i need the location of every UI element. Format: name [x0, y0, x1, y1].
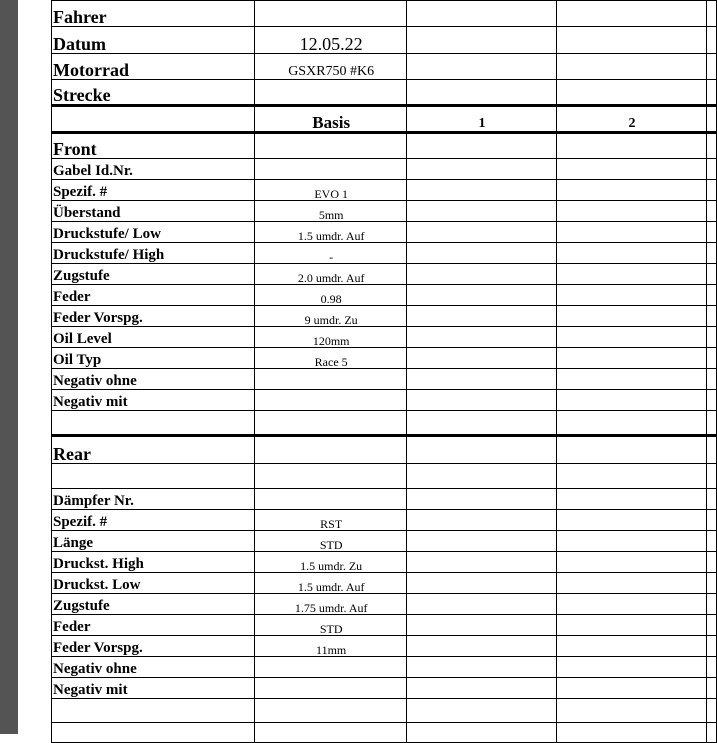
row-label: Druckstufe/ High: [52, 243, 255, 264]
datum-col3-cell[interactable]: [707, 27, 717, 54]
col3-cell[interactable]: [707, 327, 717, 348]
empty-cell[interactable]: [406, 699, 556, 723]
row-label: Oil Typ: [52, 348, 255, 369]
section-row-front: [52, 133, 717, 159]
rear-basis-cell[interactable]: [255, 436, 407, 464]
fahrer-col1-cell[interactable]: [406, 1, 556, 27]
motorrad-col3-cell[interactable]: [707, 54, 717, 80]
col1-cell[interactable]: [406, 306, 556, 327]
section-title-rear: Rear: [52, 436, 255, 464]
datum-basis-cell[interactable]: 12.05.22: [255, 27, 407, 54]
table-row: [52, 243, 717, 264]
col1-cell[interactable]: [406, 552, 556, 573]
col3-cell[interactable]: [707, 285, 717, 306]
col2-cell[interactable]: [556, 243, 706, 264]
table-row: [52, 657, 717, 678]
col3-cell[interactable]: [707, 636, 717, 657]
basis-value-cell[interactable]: 5mm: [255, 201, 407, 222]
col3-cell[interactable]: [707, 573, 717, 594]
col2-cell[interactable]: [556, 678, 706, 699]
col1-cell[interactable]: [406, 657, 556, 678]
col1-cell[interactable]: [406, 390, 556, 411]
col2-cell[interactable]: [556, 615, 706, 636]
basis-value-cell[interactable]: [255, 390, 407, 411]
col1-cell[interactable]: [406, 327, 556, 348]
setup-sheet-table: [51, 0, 717, 743]
table-row: [52, 510, 717, 531]
row-label-motorrad: Motorrad: [52, 54, 255, 80]
front-basis-cell[interactable]: [255, 133, 407, 159]
col3-cell[interactable]: [707, 552, 717, 573]
section-title-front: Front: [52, 133, 255, 159]
basis-value-cell[interactable]: [255, 657, 407, 678]
col2-cell[interactable]: [556, 510, 706, 531]
basis-value-cell[interactable]: [255, 678, 407, 699]
col1-cell[interactable]: [406, 636, 556, 657]
row-label: Zugstufe: [52, 594, 255, 615]
col2-cell[interactable]: [556, 327, 706, 348]
row-label: Negativ ohne: [52, 657, 255, 678]
col2-cell[interactable]: [556, 657, 706, 678]
col2-cell[interactable]: [556, 594, 706, 615]
col2-cell[interactable]: [556, 222, 706, 243]
col3-cell[interactable]: [707, 222, 717, 243]
row-label: Druckst. High: [52, 552, 255, 573]
row-label: Gabel Id.Nr.: [52, 159, 255, 180]
row-label: Druckst. Low: [52, 573, 255, 594]
table-row-empty: [52, 699, 717, 723]
table-row: [52, 264, 717, 285]
empty-cell[interactable]: [255, 699, 407, 723]
datum-col2-cell[interactable]: [556, 27, 706, 54]
col1-cell[interactable]: [406, 222, 556, 243]
col1-cell[interactable]: [406, 285, 556, 306]
basis-value-cell[interactable]: 0.98: [255, 285, 407, 306]
basis-value-cell[interactable]: -: [255, 243, 407, 264]
col1-cell[interactable]: [406, 489, 556, 510]
col2-cell[interactable]: [556, 285, 706, 306]
col2-cell[interactable]: [556, 159, 706, 180]
col2-cell[interactable]: [556, 348, 706, 369]
col3-cell[interactable]: [707, 594, 717, 615]
row-label: Spezif. #: [52, 180, 255, 201]
row-label: Feder Vorspg.: [52, 306, 255, 327]
row-label: Negativ mit: [52, 678, 255, 699]
fahrer-col3-cell[interactable]: [707, 1, 717, 27]
col3-cell[interactable]: [707, 159, 717, 180]
table-row: [52, 489, 717, 510]
col2-cell[interactable]: [556, 552, 706, 573]
col2-cell[interactable]: [556, 369, 706, 390]
viewer-left-margin: [0, 0, 18, 734]
col2-cell[interactable]: [556, 573, 706, 594]
col3-cell[interactable]: [707, 615, 717, 636]
empty-cell[interactable]: [556, 464, 706, 489]
row-label: Negativ ohne: [52, 369, 255, 390]
table-row: [52, 80, 717, 106]
row-label-fahrer: Fahrer: [52, 1, 255, 27]
empty-cell[interactable]: [255, 723, 407, 743]
col3-cell[interactable]: [707, 657, 717, 678]
table-row: [52, 1, 717, 27]
col1-cell[interactable]: [406, 264, 556, 285]
empty-cell[interactable]: [406, 723, 556, 743]
row-label: Druckstufe/ Low: [52, 222, 255, 243]
col2-cell[interactable]: [556, 201, 706, 222]
col3-cell[interactable]: [707, 264, 717, 285]
row-label-datum: Datum: [52, 27, 255, 54]
col3-cell[interactable]: [707, 306, 717, 327]
col3-cell[interactable]: [707, 369, 717, 390]
basis-value-cell[interactable]: 2.0 umdr. Auf: [255, 264, 407, 285]
col2-cell[interactable]: [556, 264, 706, 285]
row-label: Feder Vorspg.: [52, 636, 255, 657]
col1-cell[interactable]: [406, 180, 556, 201]
column-header-basis: Basis: [255, 106, 407, 133]
basis-value-cell[interactable]: 9 umdr. Zu: [255, 306, 407, 327]
empty-cell[interactable]: [255, 411, 407, 436]
motorrad-basis-cell[interactable]: GSXR750 #K6: [255, 54, 407, 80]
col2-cell[interactable]: [556, 306, 706, 327]
table-row: [52, 285, 717, 306]
table-row: [52, 573, 717, 594]
basis-value-cell[interactable]: STD: [255, 531, 407, 552]
column-header-3: [707, 106, 717, 133]
empty-cell[interactable]: [707, 723, 717, 743]
header-blank-cell[interactable]: [52, 106, 255, 133]
basis-value-cell[interactable]: RST: [255, 510, 407, 531]
spreadsheet-page: [18, 0, 717, 734]
table-row: [52, 615, 717, 636]
empty-cell[interactable]: [406, 411, 556, 436]
table-row: [52, 159, 717, 180]
col3-cell[interactable]: [707, 180, 717, 201]
table-row: [52, 369, 717, 390]
empty-cell[interactable]: [52, 723, 255, 743]
table-row-empty: [52, 411, 717, 436]
section-row-rear: [52, 436, 717, 464]
front-col2-cell[interactable]: [556, 133, 706, 159]
col1-cell[interactable]: [406, 201, 556, 222]
row-label: Oil Level: [52, 327, 255, 348]
strecke-col3-cell[interactable]: [707, 80, 717, 106]
fahrer-basis-cell[interactable]: [255, 1, 407, 27]
col3-cell[interactable]: [707, 390, 717, 411]
column-header-row: [52, 106, 717, 133]
row-label-strecke: Strecke: [52, 80, 255, 106]
basis-value-cell[interactable]: [255, 489, 407, 510]
col1-cell[interactable]: [406, 573, 556, 594]
table-row: [52, 636, 717, 657]
empty-cell[interactable]: [707, 411, 717, 436]
col3-cell[interactable]: [707, 201, 717, 222]
col3-cell[interactable]: [707, 243, 717, 264]
empty-cell[interactable]: [255, 464, 407, 489]
empty-cell[interactable]: [556, 699, 706, 723]
front-col3-cell[interactable]: [707, 133, 717, 159]
empty-cell[interactable]: [406, 464, 556, 489]
row-label: Zugstufe: [52, 264, 255, 285]
col1-cell[interactable]: [406, 531, 556, 552]
table-row: [52, 222, 717, 243]
basis-value-cell[interactable]: 11mm: [255, 636, 407, 657]
empty-cell[interactable]: [52, 411, 255, 436]
table-row: [52, 678, 717, 699]
col3-cell[interactable]: [707, 678, 717, 699]
col3-cell[interactable]: [707, 348, 717, 369]
col1-cell[interactable]: [406, 159, 556, 180]
strecke-col2-cell[interactable]: [556, 80, 706, 106]
empty-cell[interactable]: [556, 723, 706, 743]
strecke-basis-cell[interactable]: [255, 80, 407, 106]
col1-cell[interactable]: [406, 369, 556, 390]
row-label: Länge: [52, 531, 255, 552]
col1-cell[interactable]: [406, 243, 556, 264]
table-row: [52, 348, 717, 369]
col2-cell[interactable]: [556, 180, 706, 201]
col1-cell[interactable]: [406, 594, 556, 615]
col1-cell[interactable]: [406, 348, 556, 369]
col2-cell[interactable]: [556, 489, 706, 510]
table-row-empty: [52, 464, 717, 489]
empty-cell[interactable]: [707, 699, 717, 723]
basis-value-cell[interactable]: 1.5 umdr. Auf: [255, 222, 407, 243]
row-label: Feder: [52, 285, 255, 306]
table-row: [52, 27, 717, 54]
table-row: [52, 54, 717, 80]
col3-cell[interactable]: [707, 510, 717, 531]
col2-cell[interactable]: [556, 390, 706, 411]
col1-cell[interactable]: [406, 678, 556, 699]
empty-cell[interactable]: [52, 464, 255, 489]
table-row: [52, 201, 717, 222]
empty-cell[interactable]: [52, 699, 255, 723]
row-label: Überstand: [52, 201, 255, 222]
basis-value-cell[interactable]: 1.5 umdr. Auf: [255, 573, 407, 594]
empty-cell[interactable]: [707, 464, 717, 489]
table-row: [52, 390, 717, 411]
column-header-2: 2: [556, 106, 706, 133]
basis-value-cell[interactable]: 1.5 umdr. Zu: [255, 552, 407, 573]
table-row: [52, 306, 717, 327]
rear-col3-cell[interactable]: [707, 436, 717, 464]
row-label: Feder: [52, 615, 255, 636]
basis-value-cell[interactable]: [255, 159, 407, 180]
col3-cell[interactable]: [707, 531, 717, 552]
motorrad-col2-cell[interactable]: [556, 54, 706, 80]
datum-col1-cell[interactable]: [406, 27, 556, 54]
col2-cell[interactable]: [556, 636, 706, 657]
rear-col1-cell[interactable]: [406, 436, 556, 464]
basis-value-cell[interactable]: STD: [255, 615, 407, 636]
col3-cell[interactable]: [707, 489, 717, 510]
fahrer-col2-cell[interactable]: [556, 1, 706, 27]
table-row: [52, 327, 717, 348]
table-row: [52, 531, 717, 552]
basis-value-cell[interactable]: 1.75 umdr. Auf: [255, 594, 407, 615]
col1-cell[interactable]: [406, 615, 556, 636]
basis-value-cell[interactable]: Race 5: [255, 348, 407, 369]
col1-cell[interactable]: [406, 510, 556, 531]
basis-value-cell[interactable]: 120mm: [255, 327, 407, 348]
row-label: Spezif. #: [52, 510, 255, 531]
table-row: [52, 594, 717, 615]
column-header-1: 1: [406, 106, 556, 133]
table-row-empty: [52, 723, 717, 743]
strecke-col1-cell[interactable]: [406, 80, 556, 106]
motorrad-col1-cell[interactable]: [406, 54, 556, 80]
col2-cell[interactable]: [556, 531, 706, 552]
row-label: Dämpfer Nr.: [52, 489, 255, 510]
basis-value-cell[interactable]: [255, 369, 407, 390]
front-col1-cell[interactable]: [406, 133, 556, 159]
row-label: Negativ mit: [52, 390, 255, 411]
empty-cell[interactable]: [556, 411, 706, 436]
rear-col2-cell[interactable]: [556, 436, 706, 464]
table-row: [52, 552, 717, 573]
basis-value-cell[interactable]: EVO 1: [255, 180, 407, 201]
table-row: [52, 180, 717, 201]
